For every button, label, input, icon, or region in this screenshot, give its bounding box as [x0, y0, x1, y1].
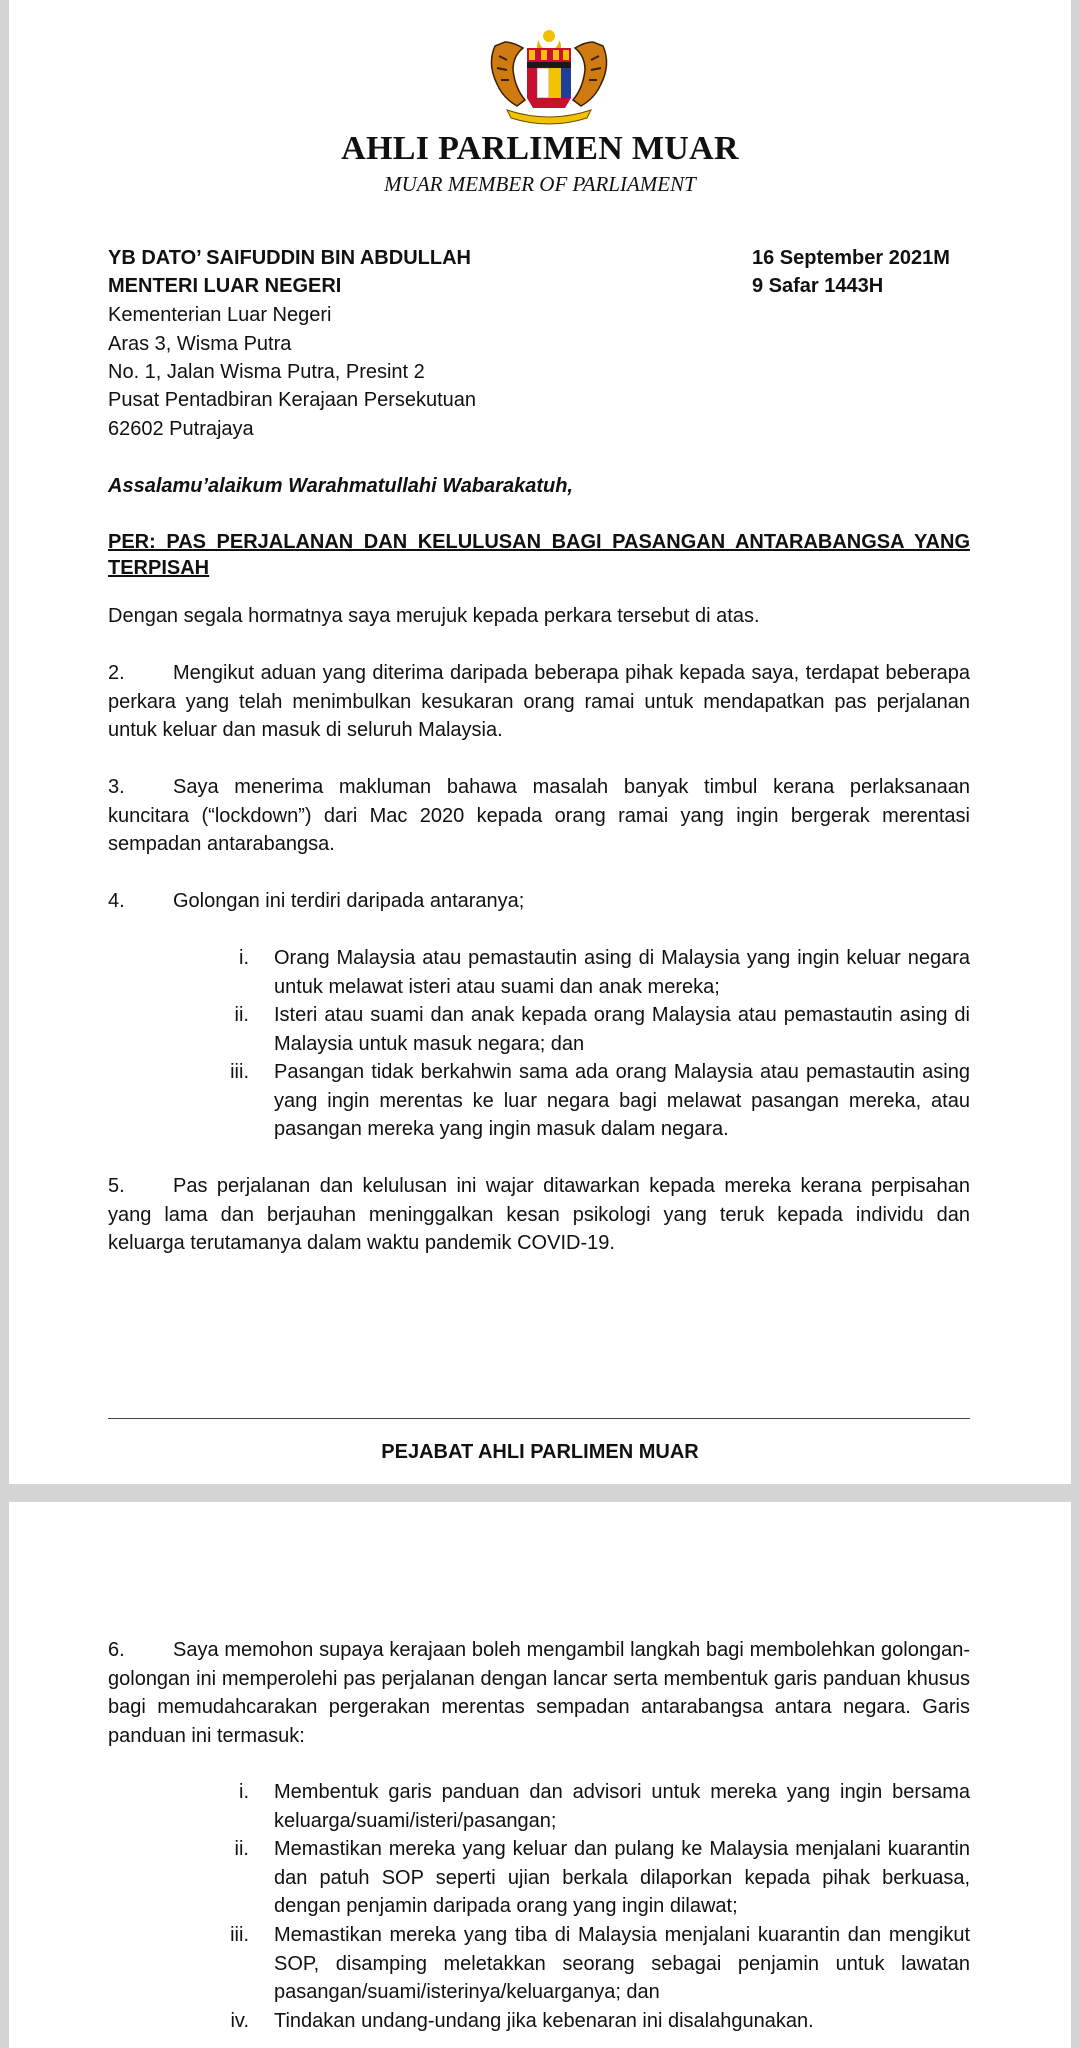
- list-number: i.: [239, 1781, 249, 1803]
- paragraph-2: [108, 659, 970, 745]
- address-line: No. 1, Jalan Wisma Putra, Presint 2: [108, 361, 425, 383]
- footer-divider: [108, 1418, 970, 1419]
- list-text: Pasangan tidak berkahwin sama ada orang Malaysia atau pemastautin asing yang ingin merentas ke luar negara bagi melawat pasangan mereka, atau pasangan mereka yang ingin masuk dalam negara.: [274, 1061, 970, 1140]
- list-item: [209, 1058, 970, 1144]
- list-text: Orang Malaysia atau pemastautin asing di Malaysia yang ingin keluar negara untuk melawat isteri atau suami dan anak mereka;: [274, 947, 970, 998]
- letterhead-title: AHLI PARLIMEN MUAR: [341, 130, 739, 167]
- address-line: Kementerian Luar Negeri: [108, 304, 332, 326]
- list-number: iii.: [230, 1061, 249, 1083]
- letter-page-1: [9, 0, 1071, 1484]
- list-text: Memastikan mereka yang keluar dan pulang ke Malaysia menjalani kuarantin dan patuh SOP seperti ujian berkala dilaporkan kepada pihak berkuasa, dengan penjamin daripada orang yang ingin dilawat;: [274, 1838, 970, 1917]
- list-number: i.: [239, 947, 249, 969]
- list-number: iv.: [230, 2010, 249, 2032]
- paragraph-text: Golongan ini terdiri daripada antaranya;: [173, 890, 525, 912]
- paragraph-3: [108, 773, 970, 859]
- letter-page-2: [9, 1502, 1071, 2048]
- list-number: iii.: [230, 1924, 249, 1946]
- paragraph-number: 2.: [108, 662, 125, 684]
- letterhead-subtitle: MUAR MEMBER OF PARLIAMENT: [384, 172, 696, 196]
- greeting: Assalamu’alaikum Warahmatullahi Wabarakatuh,: [108, 475, 573, 497]
- paragraph-text: Saya menerima makluman bahawa masalah banyak timbul kerana perlaksanaan kuncitara (“lockdown”) dari Mac 2020 kepada orang ramai yang ingin bergerak merentasi sempadan antarabangsa.: [108, 776, 970, 855]
- paragraph-number: 5.: [108, 1175, 125, 1197]
- list-text: Memastikan mereka yang tiba di Malaysia menjalani kuarantin dan mengikut SOP, disamping meletakkan seorang sebagai penjamin untuk lawatan pasangan/suami/isterinya/keluarganya; dan: [274, 1924, 970, 2003]
- list-number: ii.: [234, 1838, 249, 1860]
- paragraph-4: [108, 887, 970, 916]
- date-gregorian: 16 September 2021M: [752, 247, 950, 269]
- list-item: [209, 1921, 970, 2007]
- address-line: Pusat Pentadbiran Kerajaan Persekutuan: [108, 389, 477, 411]
- paragraph-number: 4.: [108, 890, 125, 912]
- recipient-name: YB DATO’ SAIFUDDIN BIN ABDULLAH: [108, 247, 471, 269]
- recipient-position: MENTERI LUAR NEGERI: [108, 275, 342, 297]
- list-text: Tindakan undang-undang jika kebenaran ini disalahgunakan.: [274, 2010, 814, 2032]
- paragraph-text: Mengikut aduan yang diterima daripada beberapa pihak kepada saya, terdapat beberapa perkara yang telah menimbulkan kesukaran orang ramai untuk mendapatkan pas perjalanan untuk keluar dan masuk di seluruh Malaysia.: [108, 662, 970, 741]
- date-hijri: 9 Safar 1443H: [752, 275, 884, 297]
- footer-office: PEJABAT AHLI PARLIMEN MUAR: [381, 1441, 699, 1463]
- paragraph-6: [108, 1636, 970, 1750]
- list-item: [209, 1835, 970, 1921]
- opening-paragraph: Dengan segala hormatnya saya merujuk kepada perkara tersebut di atas.: [108, 605, 760, 627]
- address-line: Aras 3, Wisma Putra: [108, 333, 292, 355]
- address-line: 62602 Putrajaya: [108, 418, 254, 440]
- paragraph-number: 6.: [108, 1639, 125, 1661]
- paragraph-5: [108, 1172, 970, 1258]
- subject-line: PER: PAS PERJALANAN DAN KELULUSAN BAGI PASANGAN ANTARABANGSA YANG TERPISAH: [108, 531, 970, 579]
- paragraph-text: Pas perjalanan dan kelulusan ini wajar ditawarkan kepada mereka kerana perpisahan yang lama dan berjauhan meninggalkan kesan psikologi yang teruk kepada individu dan keluarga terutamanya dalam waktu pandemik COVID-19.: [108, 1175, 970, 1254]
- paragraph-number: 3.: [108, 776, 125, 798]
- list-text: Membentuk garis panduan dan advisori untuk mereka yang ingin bersama keluarga/suami/isteri/pasangan;: [274, 1781, 970, 1832]
- paragraph-text: Saya memohon supaya kerajaan boleh mengambil langkah bagi membolehkan golongan-golongan ini memperolehi pas perjalanan dengan lancar serta membentuk garis panduan khusus bagi memudahcarakan pergerakan merentas sempadan antarabangsa antara negara. Garis panduan ini termasuk:: [108, 1639, 970, 1747]
- list-item: [209, 2007, 970, 2036]
- list-number: ii.: [234, 1004, 249, 1026]
- coat-of-arms-malaysia-icon: [477, 26, 621, 126]
- list-item: [209, 944, 970, 1001]
- list-item: [209, 1001, 970, 1058]
- list-text: Isteri atau suami dan anak kepada orang Malaysia atau pemastautin asing di Malaysia untuk masuk negara; dan: [274, 1004, 970, 1055]
- list-item: [209, 1778, 970, 1835]
